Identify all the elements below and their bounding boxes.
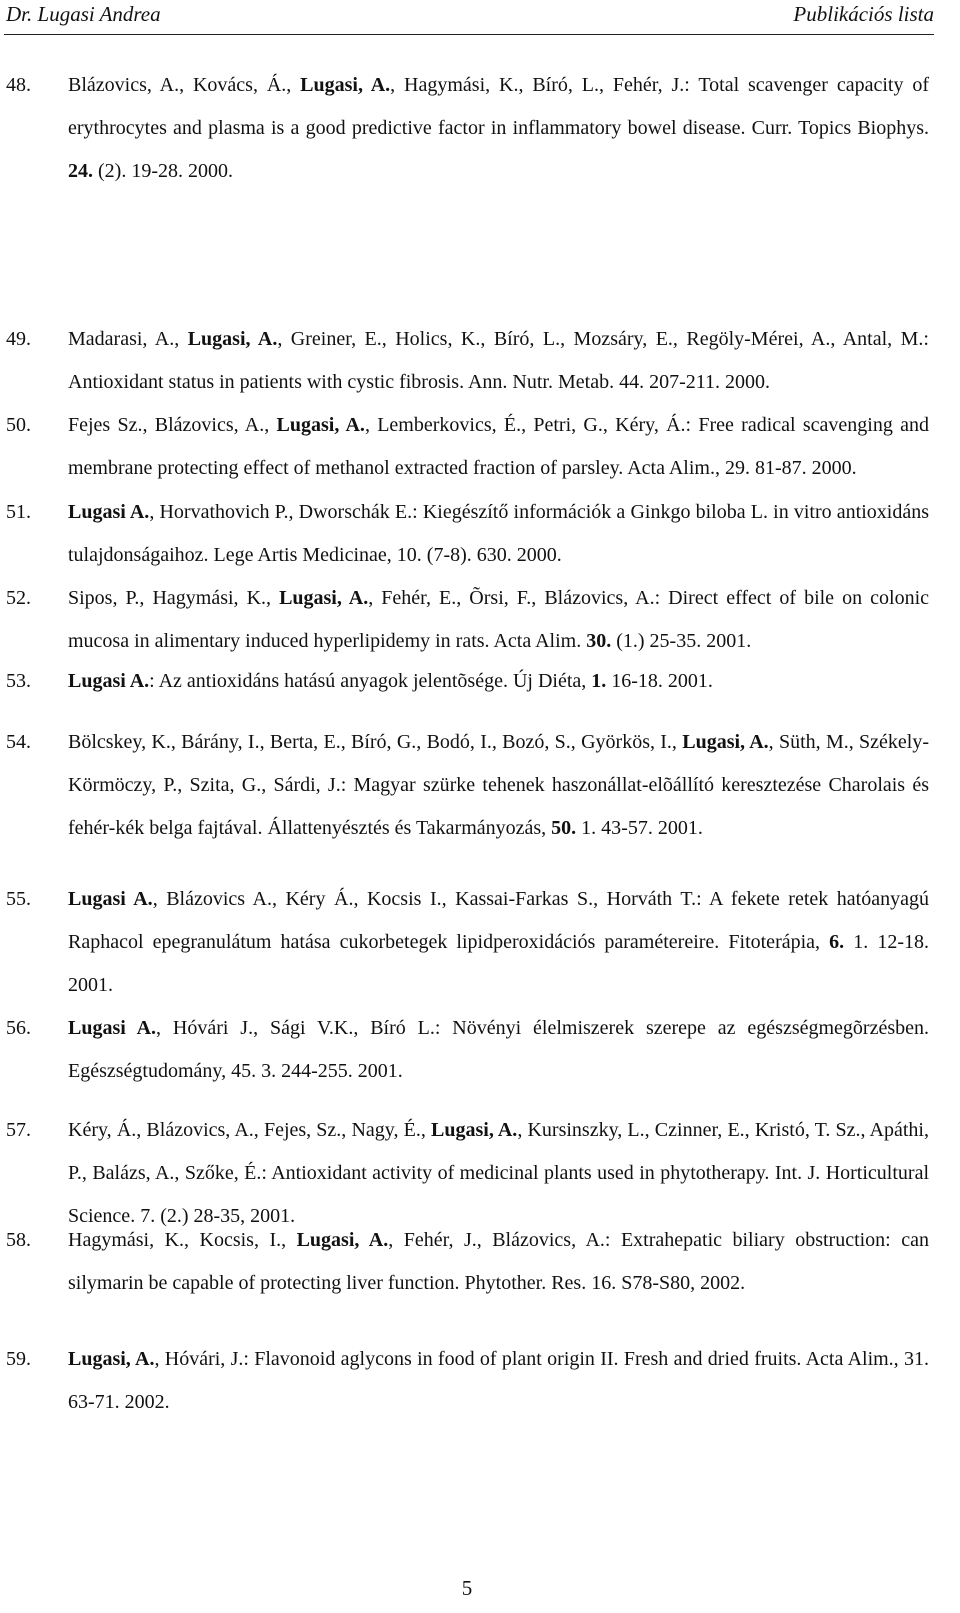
citation-bold-segment: Lugasi A. <box>68 888 153 910</box>
entry-citation <box>68 878 929 1007</box>
citation-segment: 16-18. 2001. <box>606 670 713 692</box>
citation-segment: Sipos, P., Hagymási, K., <box>68 587 280 609</box>
citation-segment: , Süth, M., Székely-Körmöczy, P., Szita, G., Sárdi, J.: Magyar szürke tehenek haszonállat-elõállító keresztezése Charolais és fehér-kék belga fajtával. Állattenyésztés és Takarmányozás, <box>68 731 929 839</box>
header-divider <box>4 34 934 35</box>
entry-number: 58. <box>6 1229 31 1251</box>
page-number: 5 <box>461 1576 473 1600</box>
citation-segment: (2). 19-28. 2000. <box>93 160 233 182</box>
citation-segment: , Hóvári J., Sági V.K., Bíró L.: Növényi élelmiszerek szerepe az egészségmegõrzésben. Egészségtudomány, 45. 3. 244-255. 2001. <box>68 1017 929 1082</box>
entry-citation <box>68 1007 929 1093</box>
citation-bold-segment: Lugasi, A. <box>300 74 391 96</box>
citation-segment: , Fehér, J., Blázovics, A.: Extrahepatic biliary obstruction: can silymarin be capable of protecting liver function. Phytother. Res. 16. S78-S80, 2002. <box>68 1229 929 1294</box>
entry-citation <box>68 318 929 404</box>
citation-bold-segment: 6. <box>829 931 845 953</box>
citation-segment: : Az antioxidáns hatású anyagok jelentõsége. Új Diéta, <box>149 670 592 692</box>
citation-segment: , Greiner, E., Holics, K., Bíró, L., Mozsáry, E., Regöly-Mérei, A., Antal, M.: Antioxidant status in patients with cystic fibrosis. Ann. Nutr. Metab. 44. 207-211. 2000. <box>68 328 929 393</box>
citation-segment: , Lemberkovics, É., Petri, G., Kéry, Á.: Free radical scavenging and membrane protecting effect of methanol extracted fraction of parsley. Acta Alim., 29. 81-87. 2000. <box>68 414 929 479</box>
entry-citation <box>68 404 929 490</box>
citation-bold-segment: 1. <box>591 670 607 692</box>
citation-segment: 1. 12-18. 2001. <box>68 931 929 996</box>
citation-segment: Bölcskey, K., Bárány, I., Berta, E., Bíró, G., Bodó, I., Bozó, S., Györkös, I., <box>68 731 683 753</box>
entry-number: 59. <box>6 1348 31 1370</box>
citation-segment: , Fehér, E., Õrsi, F., Blázovics, A.: Direct effect of bile on colonic mucosa in alimentary induced hyperlipidemy in rats. Acta Alim. <box>68 587 929 652</box>
entry-number: 56. <box>6 1017 31 1039</box>
entry-number: 54. <box>6 731 31 753</box>
citation-bold-segment: Lugasi A. <box>68 670 150 692</box>
citation-segment: Kéry, Á., Blázovics, A., Fejes, Sz., Nagy, É., <box>68 1119 432 1141</box>
citation-segment: Blázovics, A., Kovács, Á., <box>68 74 301 96</box>
citation-bold-segment: Lugasi A. <box>68 501 150 523</box>
citation-segment: Hagymási, K., Kocsis, I., <box>68 1229 297 1251</box>
citation-bold-segment: 50. <box>551 817 577 839</box>
citation-segment: Madarasi, A., <box>68 328 188 350</box>
entry-citation <box>68 660 929 703</box>
header-author: Dr. Lugasi Andrea <box>6 2 161 26</box>
citation-bold-segment: Lugasi, A. <box>279 587 369 609</box>
header-title: Publikációs lista <box>793 2 934 26</box>
entry-citation <box>68 64 929 193</box>
entry-number: 50. <box>6 414 31 436</box>
entry-citation <box>68 491 929 577</box>
entry-number: 53. <box>6 670 31 692</box>
citation-segment: , Hóvári, J.: Flavonoid aglycons in food of plant origin II. Fresh and dried fruits. Acta Alim., 31. 63-71. 2002. <box>68 1348 929 1413</box>
citation-bold-segment: 30. <box>586 630 612 652</box>
citation-segment: Fejes Sz., Blázovics, A., <box>68 414 277 436</box>
citation-bold-segment: Lugasi, A. <box>276 414 365 436</box>
citation-segment: 1. 43-57. 2001. <box>576 817 703 839</box>
entry-citation <box>68 1219 929 1305</box>
entry-number: 57. <box>6 1119 31 1141</box>
entry-citation <box>68 1338 929 1424</box>
citation-bold-segment: Lugasi, A. <box>431 1119 518 1141</box>
citation-bold-segment: 24. <box>68 160 93 182</box>
citation-bold-segment: Lugasi, A. <box>187 328 278 350</box>
citation-segment: , Horvathovich P., Dworschák E.: Kiegészítő információk a Ginkgo biloba L. in vitro antioxidáns tulajdonságaihoz. Lege Artis Medicinae, 10. (7-8). 630. 2000. <box>68 501 929 566</box>
citation-bold-segment: Lugasi, A. <box>68 1348 155 1370</box>
entry-citation <box>68 577 929 663</box>
citation-bold-segment: Lugasi, A. <box>682 731 769 753</box>
citation-bold-segment: Lugasi A. <box>68 1017 157 1039</box>
entry-number: 49. <box>6 328 31 350</box>
entry-number: 51. <box>6 501 31 523</box>
citation-segment: , Blázovics A., Kéry Á., Kocsis I., Kassai-Farkas S., Horváth T.: A fekete retek hatóanyagú Raphacol epegranulátum hatása cukorbetegek lipidperoxidációs paramétereire. Fitoterápia, <box>68 888 929 953</box>
citation-segment: (1.) 25-35. 2001. <box>611 630 752 652</box>
entry-number: 52. <box>6 587 31 609</box>
entry-number: 48. <box>6 74 31 96</box>
citation-bold-segment: Lugasi, A. <box>296 1229 389 1251</box>
page-header <box>6 0 934 30</box>
entry-number: 55. <box>6 888 31 910</box>
citation-segment: , Hagymási, K., Bíró, L., Fehér, J.: Total scavenger capacity of erythrocytes and plasma is a good predictive factor in inflammatory bowel disease. Curr. Topics Biophys. <box>68 74 929 139</box>
citation-segment: , Kursinszky, L., Czinner, E., Kristó, T. Sz., Apáthi, P., Balázs, A., Szőke, É.: Antioxidant activity of medicinal plants used in phytotherapy. Int. J. Horticultural Science. 7. (2.) 28-35, 2001. <box>68 1119 929 1227</box>
entry-citation <box>68 721 929 850</box>
